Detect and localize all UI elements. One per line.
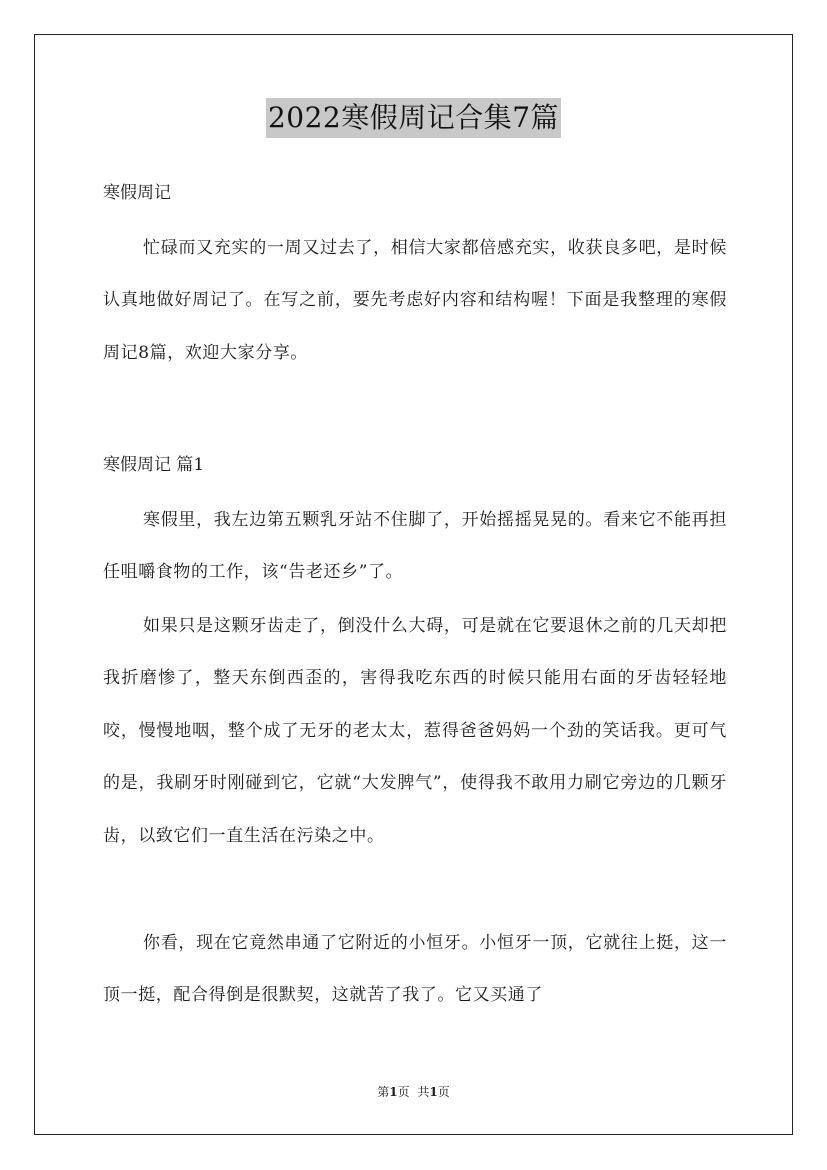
footer-page-prefix: 第 — [377, 1085, 390, 1099]
intro-paragraph: 忙碌而又充实的一周又过去了，相信大家都倍感充实，收获良多吧，是时候认真地做好周记了。在写之前，要先考虑好内容和结构喔！下面是我整理的寒假周记8篇，欢迎大家分享。 — [103, 238, 727, 363]
footer-total-suffix: 页 — [437, 1085, 450, 1099]
intro-heading: 寒假周记 — [103, 183, 171, 203]
footer-page-number: 1 — [389, 1085, 398, 1099]
footer-page-suffix: 页 — [397, 1085, 410, 1099]
footer-total-prefix: 共 — [417, 1085, 430, 1099]
title-container — [0, 98, 827, 138]
body-paragraph-2: 如果只是这颗牙齿走了，倒没什么大碍，可是就在它要退休之前的几天却把我折磨惨了，整天东倒西歪的，害得我吃东西的时候只能用右面的牙齿轻轻地咬，慢慢地咽，整个成了无牙的老太太，惹得爸爸妈妈一个劲的笑话我。更可气的是，我刷牙时刚碰到它，它就“大发脾气”，使得我不敢用力刷它旁边的几颗牙齿，以致它们一直生活在污染之中。 — [103, 616, 727, 846]
body-paragraph-1: 寒假里，我左边第五颗乳牙站不住脚了，开始摇摇晃晃的。看来它不能再担任咀嚼食物的工作，该“告老还乡”了。 — [103, 510, 727, 583]
page-footer — [0, 1083, 827, 1101]
section-heading: 寒假周记 篇1 — [103, 455, 205, 475]
footer-total-number: 1 — [429, 1085, 438, 1099]
document-title: 2022寒假周记合集7篇 — [266, 98, 561, 138]
body-paragraph-3: 你看，现在它竟然串通了它附近的小恒牙。小恒牙一顶，它就往上挺，这一顶一挺，配合得倒是很默契，这就苦了我了。它又买通了 — [103, 933, 727, 1006]
